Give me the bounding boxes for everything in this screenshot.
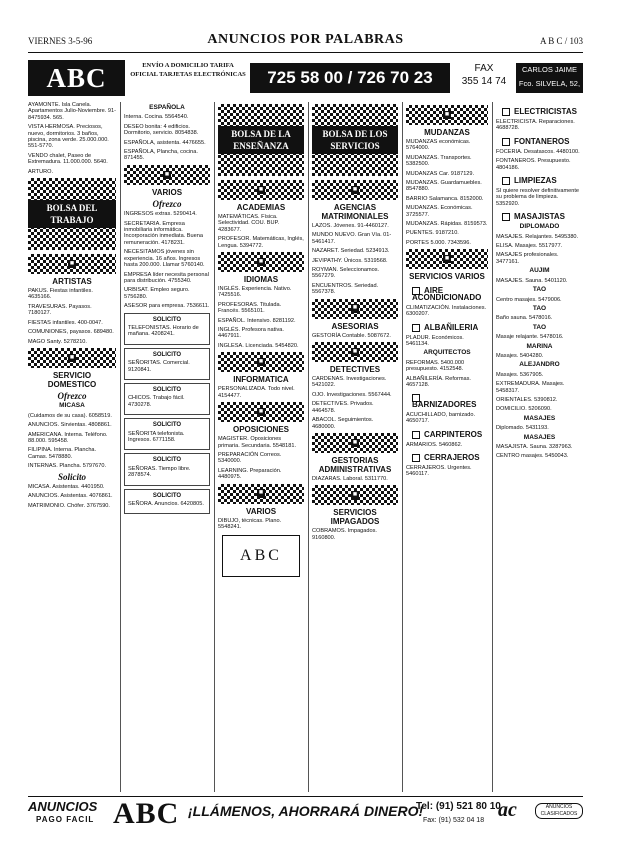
ad-text: SI quiere resolver definitivamente su problema de limpieza. 5352920.: [496, 188, 580, 207]
ad-text: INTERNAS. Plancha. 5797670.: [28, 463, 107, 470]
ad-text: Masajes. 5404280.: [496, 352, 544, 359]
ad-text: ESPAÑOLA, asistenta. 4476655.: [124, 139, 206, 146]
ad-text: MUDANZAS. Económicas. 3725577.: [406, 205, 473, 218]
ad-text: ORIENTALES. 5390812.: [496, 396, 558, 403]
section-divider: ■: [312, 299, 398, 319]
subsection-title: BARNIZADORES: [412, 394, 488, 408]
ad-name: ALEJANDRO: [519, 361, 560, 369]
ad-box: SOLICITO SEÑORITA telefonista. Ingresos. 6771158.: [124, 418, 210, 450]
ad-text: MUNDO NUEVO. Gran Vía. 01-5461417.: [312, 232, 392, 245]
page-header: [28, 30, 583, 53]
subsection-solicito: Solicito: [57, 471, 86, 482]
ad-text: VENDO chalet, Paseo de Extremadura. 11.000.000. 5640.: [28, 152, 108, 166]
banner-bolsa-servicios: BOLSA DE LOS SERVICIOS: [312, 104, 398, 176]
ad-name: MASAJES: [523, 433, 556, 441]
subsection-title: ARQUITECTOS: [423, 349, 471, 357]
ad-text: ANUNCIOS. Sirvientas. 4808861.: [28, 422, 112, 429]
ad-text: ROYMAN. Seleccionamos. 5567279.: [312, 267, 380, 280]
phone-numbers: 725 58 00 / 726 70 23: [250, 63, 450, 93]
ad-text: MAGISTER. Oposiciones primaria. Secundaria. 5548181.: [218, 436, 297, 449]
ad-text: NAZARET. Seriedad. 5234913.: [312, 248, 390, 255]
subsection-title: FONTANEROS: [502, 138, 583, 146]
ad-text: ACUCHILLADO, barnizado. 4650717.: [406, 411, 476, 425]
subsection-title: CERRAJEROS: [412, 454, 488, 462]
ad-text: TELEFONISTAS. Horario de mañana. 4208241.: [128, 324, 199, 338]
ad-text: LEARNING. Preparación. 4480975.: [218, 467, 282, 481]
ad-text: ASESOR para empresa. 7536611.: [124, 303, 210, 310]
ad-text: MICASA. Asistentas. 4401950.: [28, 483, 105, 490]
ad-text: EXTREMADURA. Masajes. 5458317.: [496, 381, 565, 394]
footer-abc-logo: ABC: [113, 797, 180, 830]
section-title: OPOSICIONES: [232, 425, 289, 435]
column-2: [124, 102, 210, 792]
section-title: SERVICIOS IMPAGADOS: [330, 508, 380, 527]
ad-text: INGRESOS extras. 5290414.: [124, 211, 197, 218]
section-title: ARTISTAS: [52, 277, 92, 287]
ad-text: MAGO Santy. 5278210.: [28, 338, 87, 345]
ad-text: ALBAÑILERÍA. Reformas. 4657128.: [406, 375, 471, 388]
ad-text: MASAJES. Relajantes. 5495380.: [496, 233, 579, 240]
section-title: MUDANZAS: [424, 128, 470, 137]
ad-text: SEÑORAS. Tiempo libre. 2878574.: [128, 465, 191, 479]
section-divider: ■: [28, 254, 116, 274]
ad-text: CARDENAS. Investigaciones. 5421022.: [312, 376, 387, 389]
ad-text: Diplomado. 5431193.: [496, 425, 549, 432]
banner-bolsa-ensenanza: BOLSA DE LA ENSEÑANZA: [218, 104, 304, 176]
ad-text: DIBUJO, técnicas. Plano. 5548241.: [218, 517, 282, 530]
column-5: [406, 102, 488, 792]
ad-text: FOCERIA. Desatascos. 4480100.: [496, 148, 580, 155]
office-address: Fco. SILVELA, 52, 3D: [518, 79, 581, 102]
ad-text: TRAVESURAS. Payasos. 7180127.: [28, 303, 92, 317]
office-name: CARLOS JAIME: [521, 65, 577, 74]
footer-call: ¡LLÁMENOS, AHORRARÁ DINERO!: [188, 803, 424, 819]
section-title: AGENCIAS MATRIMONIALES: [321, 203, 389, 221]
section-divider: ■: [218, 402, 304, 422]
subsection-title: ALBAÑILERIA: [412, 324, 488, 332]
header-title: ANUNCIOS POR PALABRAS: [207, 32, 404, 47]
subsection-title: DIPLOMADO: [519, 223, 560, 231]
ad-text: INGLESA. Licenciada. 5454820.: [218, 342, 299, 349]
ad-name: TAO: [532, 323, 547, 331]
ad-text: FIESTAS infantiles. 400-0047.: [28, 319, 103, 326]
ad-text: COMUNIONES, payasos. 689480.: [28, 329, 114, 336]
column-3: [218, 102, 304, 792]
ad-text: FILIPINA. Interna. Plancha. Camas. 5478880.: [28, 447, 97, 460]
ad-text: Masajes. 5367905.: [496, 371, 544, 378]
ad-box: SOLICITO TELEFONISTAS. Horario de mañana. 4208241.: [124, 313, 210, 345]
ad-text: Baño sauna. 5478016.: [496, 315, 553, 322]
ad-text: DIAZARAS. Laboral. 5311770.: [312, 475, 388, 482]
footer-fax: Fax: (91) 532 04 18: [423, 817, 485, 824]
ad-text: ENCUENTROS. Seriedad. 5567378.: [312, 282, 379, 296]
ad-text: ELECTRICISTA. Reparaciones. 4688728.: [496, 119, 575, 132]
subsection-title: LIMPIEZAS: [502, 177, 583, 185]
column-rule: [214, 102, 215, 792]
ad-text: MASAJES. Sauna. 5401120.: [496, 277, 568, 284]
section-divider: ■: [312, 342, 398, 362]
ad-text: SEÑORITAS. Comercial. 9120841.: [128, 360, 190, 373]
section-divider: ■: [218, 252, 304, 272]
subsection-title: MICASA: [59, 402, 85, 410]
column-rule: [492, 102, 493, 792]
promo-text: ENVÍO A DOMICILIO TARIFA OFICIAL TARJETAS ELECTRÓNICAS: [130, 62, 246, 78]
subsection-title: AIRE ACONDICIONADO: [412, 287, 488, 301]
subsection-title: CARPINTEROS: [412, 431, 488, 439]
footer-badge: ANUNCIOS CLASIFICADOS: [535, 803, 583, 819]
column-rule: [402, 102, 403, 792]
ad-text: SECRETARIA. Empresa inmobiliaria informática. Incorporación inmediata. Buena remuneración. 4178231.: [124, 220, 203, 246]
column-1: [28, 102, 116, 792]
section-title: SERVICIO DOMESTICO: [47, 370, 97, 389]
ad-text: ESPAÑOL. Intensivo. 8281192.: [218, 317, 296, 324]
ad-text: Interna. Cocina. 5564540.: [124, 114, 189, 121]
ad-text: CLIMATIZACIÓN. Instalaciones. 6300207.: [406, 304, 487, 318]
ad-text: PORTES 5.000. 7343596.: [406, 239, 471, 246]
footer-ac-logo: ac: [498, 799, 517, 821]
section-divider: ■: [218, 352, 304, 372]
ad-text: EMPRESA líder necesita personal para distribución. 4755340.: [124, 271, 209, 284]
ad-text: PROFESORAS. Titulada. Francés. 5565101.: [218, 301, 282, 315]
ad-text: MUDANZAS. Guardamuebles. 8547880.: [406, 180, 482, 193]
fax-block: [454, 62, 514, 88]
column-4: [312, 102, 398, 792]
section-title: DETECTIVES: [329, 365, 381, 375]
section-title: VARIOS: [151, 187, 183, 197]
ad-text: INGLÉS. Experiencia. Nativo. 7425516.: [218, 286, 292, 299]
ad-text: VISTA HERMOSA. Preciosos, nuevo, dormitorios. 3 baños, piscina, zona verde. 25.000.000. 551-5770.: [28, 124, 109, 150]
banner-bolsa-trabajo: BOLSA DEL TRABAJO: [28, 178, 116, 250]
ad-text: MATRIMONIO. Chófer. 3767590.: [28, 502, 110, 509]
ad-text: PREPARACIÓN Correos. 5340000.: [218, 451, 282, 465]
ad-text: COBRAMOS. Impagados. 9160800.: [312, 528, 377, 541]
subsection-ofrezco: Ofrezco: [57, 390, 87, 401]
fax-number: 355 14 74: [461, 76, 507, 87]
subsection-title: ELECTRICISTAS: [502, 108, 583, 116]
ad-text: ESPAÑOLA, Plancha, cocina. 871455.: [124, 149, 198, 162]
ad-text: MATEMÁTICAS. Física. Selectividad. COU. BUP. 4283677.: [218, 214, 280, 233]
ad-text: ELISA. Masajes. 5517977.: [496, 243, 563, 250]
subsection-ofrezco: Ofrezco: [152, 198, 182, 209]
subsection-title: MASAJISTAS: [502, 213, 583, 221]
ad-text: DETECTIVES. Privados. 4464578.: [312, 401, 374, 414]
ad-text: PAKUS. Fiestas infantiles. 4635166.: [28, 288, 93, 301]
ad-box: SOLICITO SEÑORAS. Tiempo libre. 2878574.: [124, 453, 210, 485]
ad-text: BARRIO Salamanca. 8152000.: [406, 195, 484, 202]
footer-tel: Tel: (91) 521 80 10: [416, 801, 501, 812]
section-title: INFORMATICA: [233, 375, 289, 385]
ad-name: AUJIM: [529, 267, 550, 275]
ad-name: MARINA: [526, 342, 553, 350]
subsection-title: ESPAÑOLA: [149, 104, 185, 111]
column-rule: [308, 102, 309, 792]
ad-name: TAO: [532, 286, 547, 294]
footer-banner: [28, 796, 583, 831]
abc-logo: ABC: [28, 60, 125, 96]
ad-text: MASAJES profesionales. 3477161.: [496, 252, 559, 265]
section-title: IDIOMAS: [243, 275, 279, 285]
ad-text: MASAJISTA. Sauna. 3287963.: [496, 444, 573, 450]
ad-text: CERRAJEROS. Urgentes. 5460117.: [406, 464, 472, 478]
top-band: [28, 60, 583, 102]
section-title: SERVICIOS VARIOS: [409, 272, 485, 282]
section-divider: ■: [124, 165, 210, 185]
ad-text: AYAMONTE. Isla Canela. Apartamentos Julio-Noviembre. 91-8475934. 565.: [28, 102, 116, 121]
ad-text: REFORMAS. 5400.000 presupuesto. 4152548.: [406, 359, 465, 373]
ad-text: DOMICILIO. 5206090.: [496, 406, 552, 413]
section-divider: ■: [218, 180, 304, 200]
section-title: VARIOS: [245, 506, 277, 516]
ad-text: CHICOS. Trabajo fácil. 4730278.: [128, 395, 185, 408]
section-divider: ■: [406, 249, 488, 269]
ad-text: FONTANEROS. Presupuesto. 4804186.: [496, 158, 571, 171]
ad-text: URBISAT. Empleo seguro. 5756280.: [124, 287, 190, 300]
ad-text: DESEO bonita: 4 edificios. Dormitorio, servicio. 8054838.: [124, 123, 199, 137]
ad-text: SEÑORITA telefonista. Ingresos. 6771158.: [128, 430, 185, 443]
section-divider: ■: [312, 485, 398, 505]
footer-anuncios: ANUNCIOS: [28, 799, 98, 814]
ad-text: ABACOL. Seguimientos. 4680000.: [312, 417, 374, 430]
header-page: A B C / 103: [539, 36, 583, 46]
ad-box: SOLICITO SEÑORITAS. Comercial. 9120841.: [124, 348, 210, 380]
ad-text: AMERICANA. Interna. Teléfono. 88.000. 595458.: [28, 431, 108, 444]
ad-text: Masaje relajante. 5478016.: [496, 334, 564, 341]
ad-name: TAO: [532, 304, 547, 312]
abc-box: ABC: [222, 535, 300, 577]
ad-text: PUENTES. 9187210.: [406, 230, 459, 237]
section-divider: ■: [406, 105, 488, 125]
ad-text: MUDANZAS Car. 9187129.: [406, 170, 475, 177]
column-6: [496, 102, 583, 792]
ad-text: PERSONALIZADA. Todo nivel. 4154477.: [218, 386, 295, 399]
section-title: ASESORIAS: [331, 321, 379, 331]
section-divider: ■: [218, 484, 304, 504]
ad-name: MASAJES: [523, 414, 556, 422]
office-block: [516, 63, 583, 102]
ad-text: PLADUR. Económicos. 5461134.: [406, 334, 464, 347]
ad-box: SOLICITO SEÑORA. Anuncios. 6420805.: [124, 489, 210, 515]
ad-text: MUDANZAS. Transportes. 5382500.: [406, 154, 472, 168]
section-divider: ■: [312, 180, 398, 200]
fax-label: FAX: [474, 63, 494, 74]
section-title: GESTORIAS ADMINISTRATIVAS: [318, 455, 392, 474]
ad-text: MUDANZAS. Rápidas. 8159573.: [406, 221, 488, 228]
ad-text: PROFESOR. Matemáticas, Inglés, Lengua. 5394772.: [218, 236, 304, 249]
column-rule: [120, 102, 121, 792]
ad-text: JEVIPATHY. Únicos. 5319568.: [312, 257, 388, 264]
ad-text: NECESITAMOS jóvenes sin experiencia. 16 años. Ingresos hasta 200.000. Llamar 5760140.: [124, 249, 205, 269]
ad-text: LAZOS. Jóvenes. 91-4460127.: [312, 223, 389, 229]
ad-box: SOLICITO CHICOS. Trabajo fácil. 4730278.: [124, 383, 210, 415]
ad-text: ANUNCIOS. Asistentas. 4076861.: [28, 493, 113, 500]
section-divider: ■: [28, 348, 116, 368]
ad-text: INGLÉS. Profesora nativa. 4467911.: [218, 327, 284, 340]
section-divider: ■: [312, 433, 398, 453]
footer-pago: PAGO FACIL: [36, 815, 95, 824]
ad-text: CENTRO masajes. 5450043.: [496, 453, 569, 460]
ad-text: GESTORÍA Contable. 5087672.: [312, 332, 391, 339]
ad-text: MUDANZAS económicas. 5764000.: [406, 139, 471, 152]
ad-text: ARTURO.: [28, 168, 54, 175]
ad-text: ARMARIOS. 5460862.: [406, 441, 463, 448]
ad-text: OJO. Investigaciones. 5567444.: [312, 391, 392, 398]
ad-text: (Cuidamos de su casa). 6058519.: [28, 412, 112, 419]
ad-text: Centro masajes. 5479006.: [496, 296, 562, 303]
header-date: VIERNES 3-5-96: [28, 36, 93, 46]
section-title: ACADEMIAS: [236, 203, 286, 212]
ad-text: SEÑORA. Anuncios. 6420805.: [128, 501, 204, 508]
